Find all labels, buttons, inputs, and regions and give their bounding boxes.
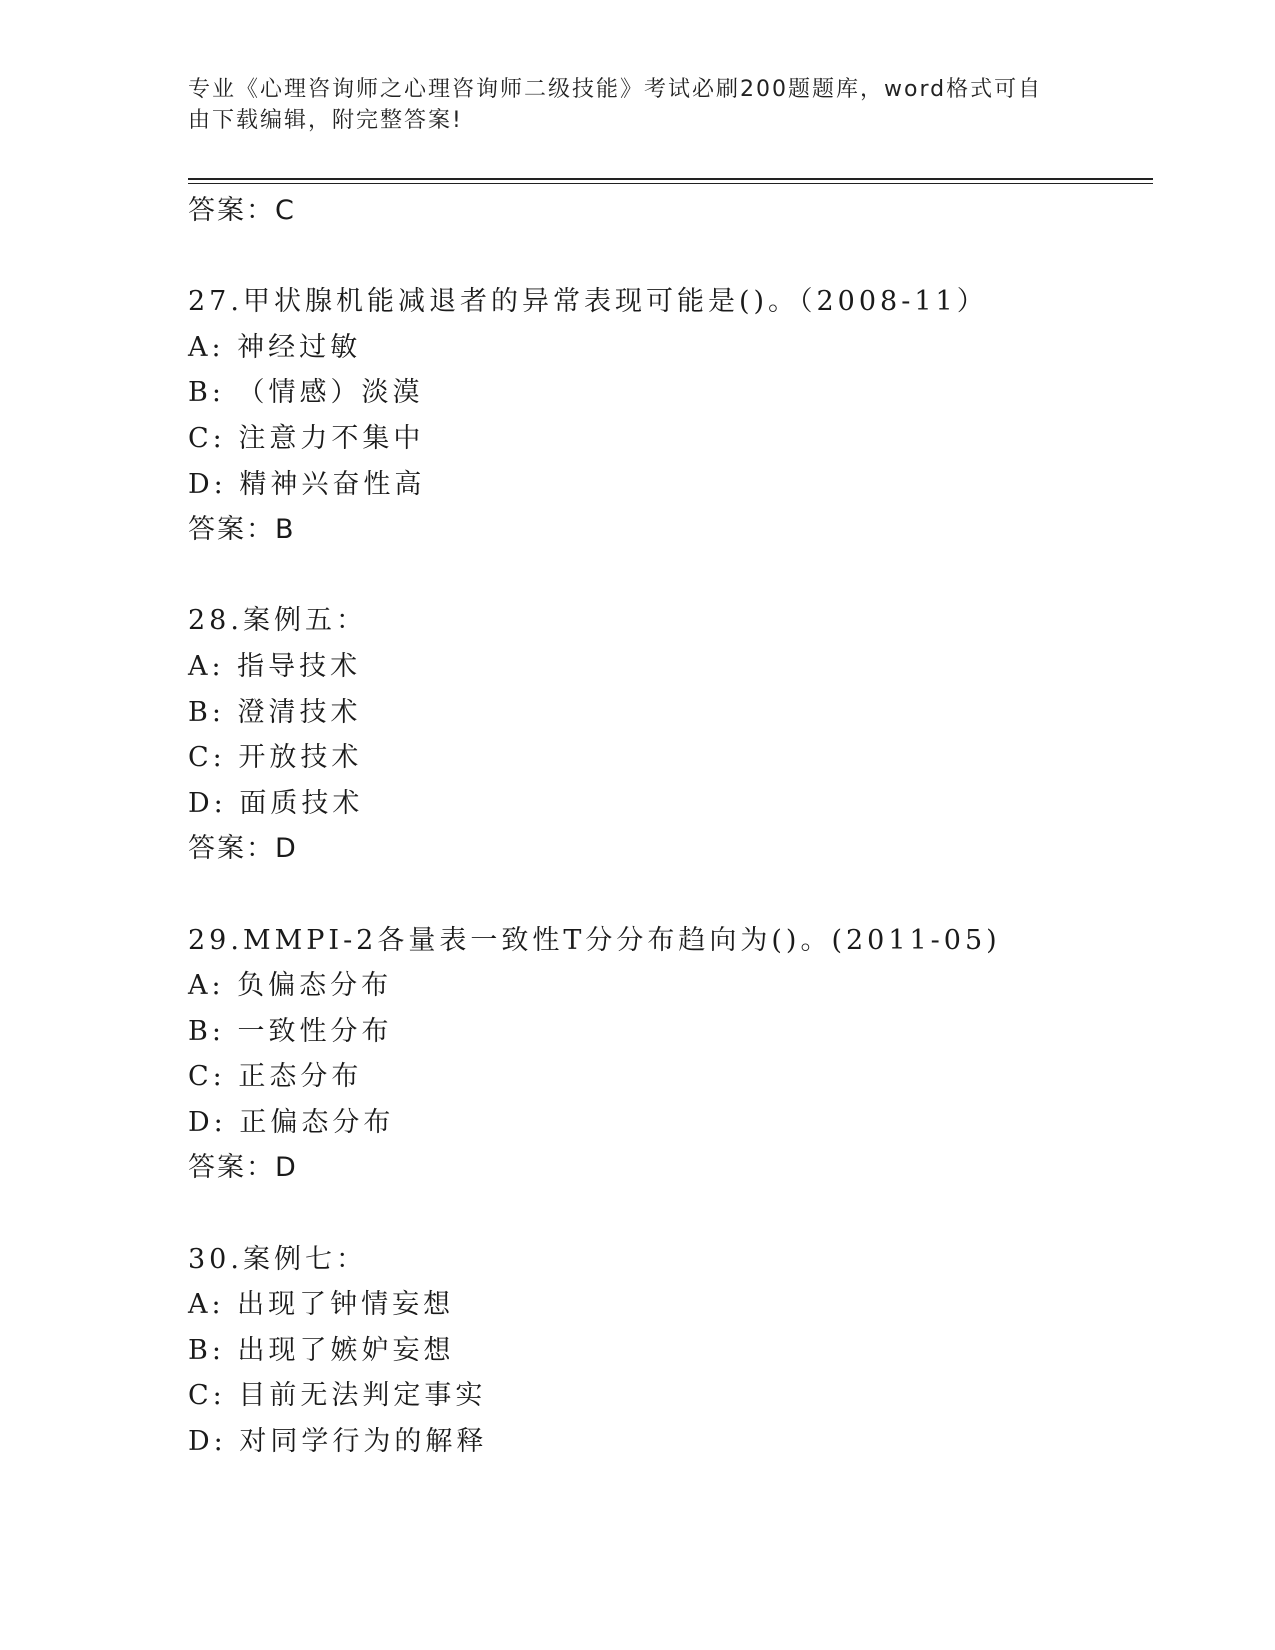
option-a: A: 神经过敏 [188, 331, 362, 363]
option-d: D: 对同学行为的解释 [188, 1426, 488, 1458]
question-stem: 27.甲状腺机能减退者的异常表现可能是()。（2008-11） [188, 286, 988, 318]
spacer [188, 234, 1153, 280]
option-d: D: 正偏态分布 [188, 1106, 395, 1138]
question-30 [188, 1237, 1153, 1465]
spacer [188, 1191, 1153, 1237]
question-stem: 29.MMPI-2各量表一致性T分分布趋向为()。(2011-05) [188, 924, 1001, 956]
answer: 答案：D [188, 833, 298, 865]
option-d: D: 面质技术 [188, 787, 364, 819]
previous-answer: 答案：C [188, 195, 296, 226]
option-b: B: 澄清技术 [188, 696, 362, 728]
option-a: A: 负偏态分布 [188, 970, 393, 1002]
header-intro-line-2: 由下载编辑，附完整答案! [188, 108, 463, 133]
option-b: B: （情感）淡漠 [188, 377, 424, 409]
answer: 答案：D [188, 1152, 298, 1184]
question-stem: 30.案例七： [188, 1243, 367, 1275]
option-a: A: 出现了钟情妄想 [188, 1289, 455, 1321]
option-c: C: 开放技术 [188, 742, 363, 774]
question-stem: 28.案例五： [188, 605, 367, 637]
option-c: C: 正态分布 [188, 1061, 363, 1093]
option-a: A: 指导技术 [188, 650, 362, 682]
question-27 [188, 279, 1153, 553]
document-header [188, 74, 1068, 136]
option-b: B: 一致性分布 [188, 1015, 393, 1047]
option-c: C: 目前无法判定事实 [188, 1380, 487, 1412]
question-28 [188, 598, 1153, 872]
question-29 [188, 918, 1153, 1192]
header-intro-line-1: 专业《心理咨询师之心理咨询师二级技能》考试必刷200题题库，word格式可自 [188, 77, 1043, 102]
spacer [188, 553, 1153, 599]
header-divider [188, 178, 1153, 184]
option-d: D: 精神兴奋性高 [188, 468, 426, 500]
option-b: B: 出现了嫉妒妄想 [188, 1334, 455, 1366]
answer: 答案：B [188, 514, 296, 546]
document-body [188, 188, 1153, 1465]
option-c: C: 注意力不集中 [188, 422, 425, 454]
spacer [188, 872, 1153, 918]
